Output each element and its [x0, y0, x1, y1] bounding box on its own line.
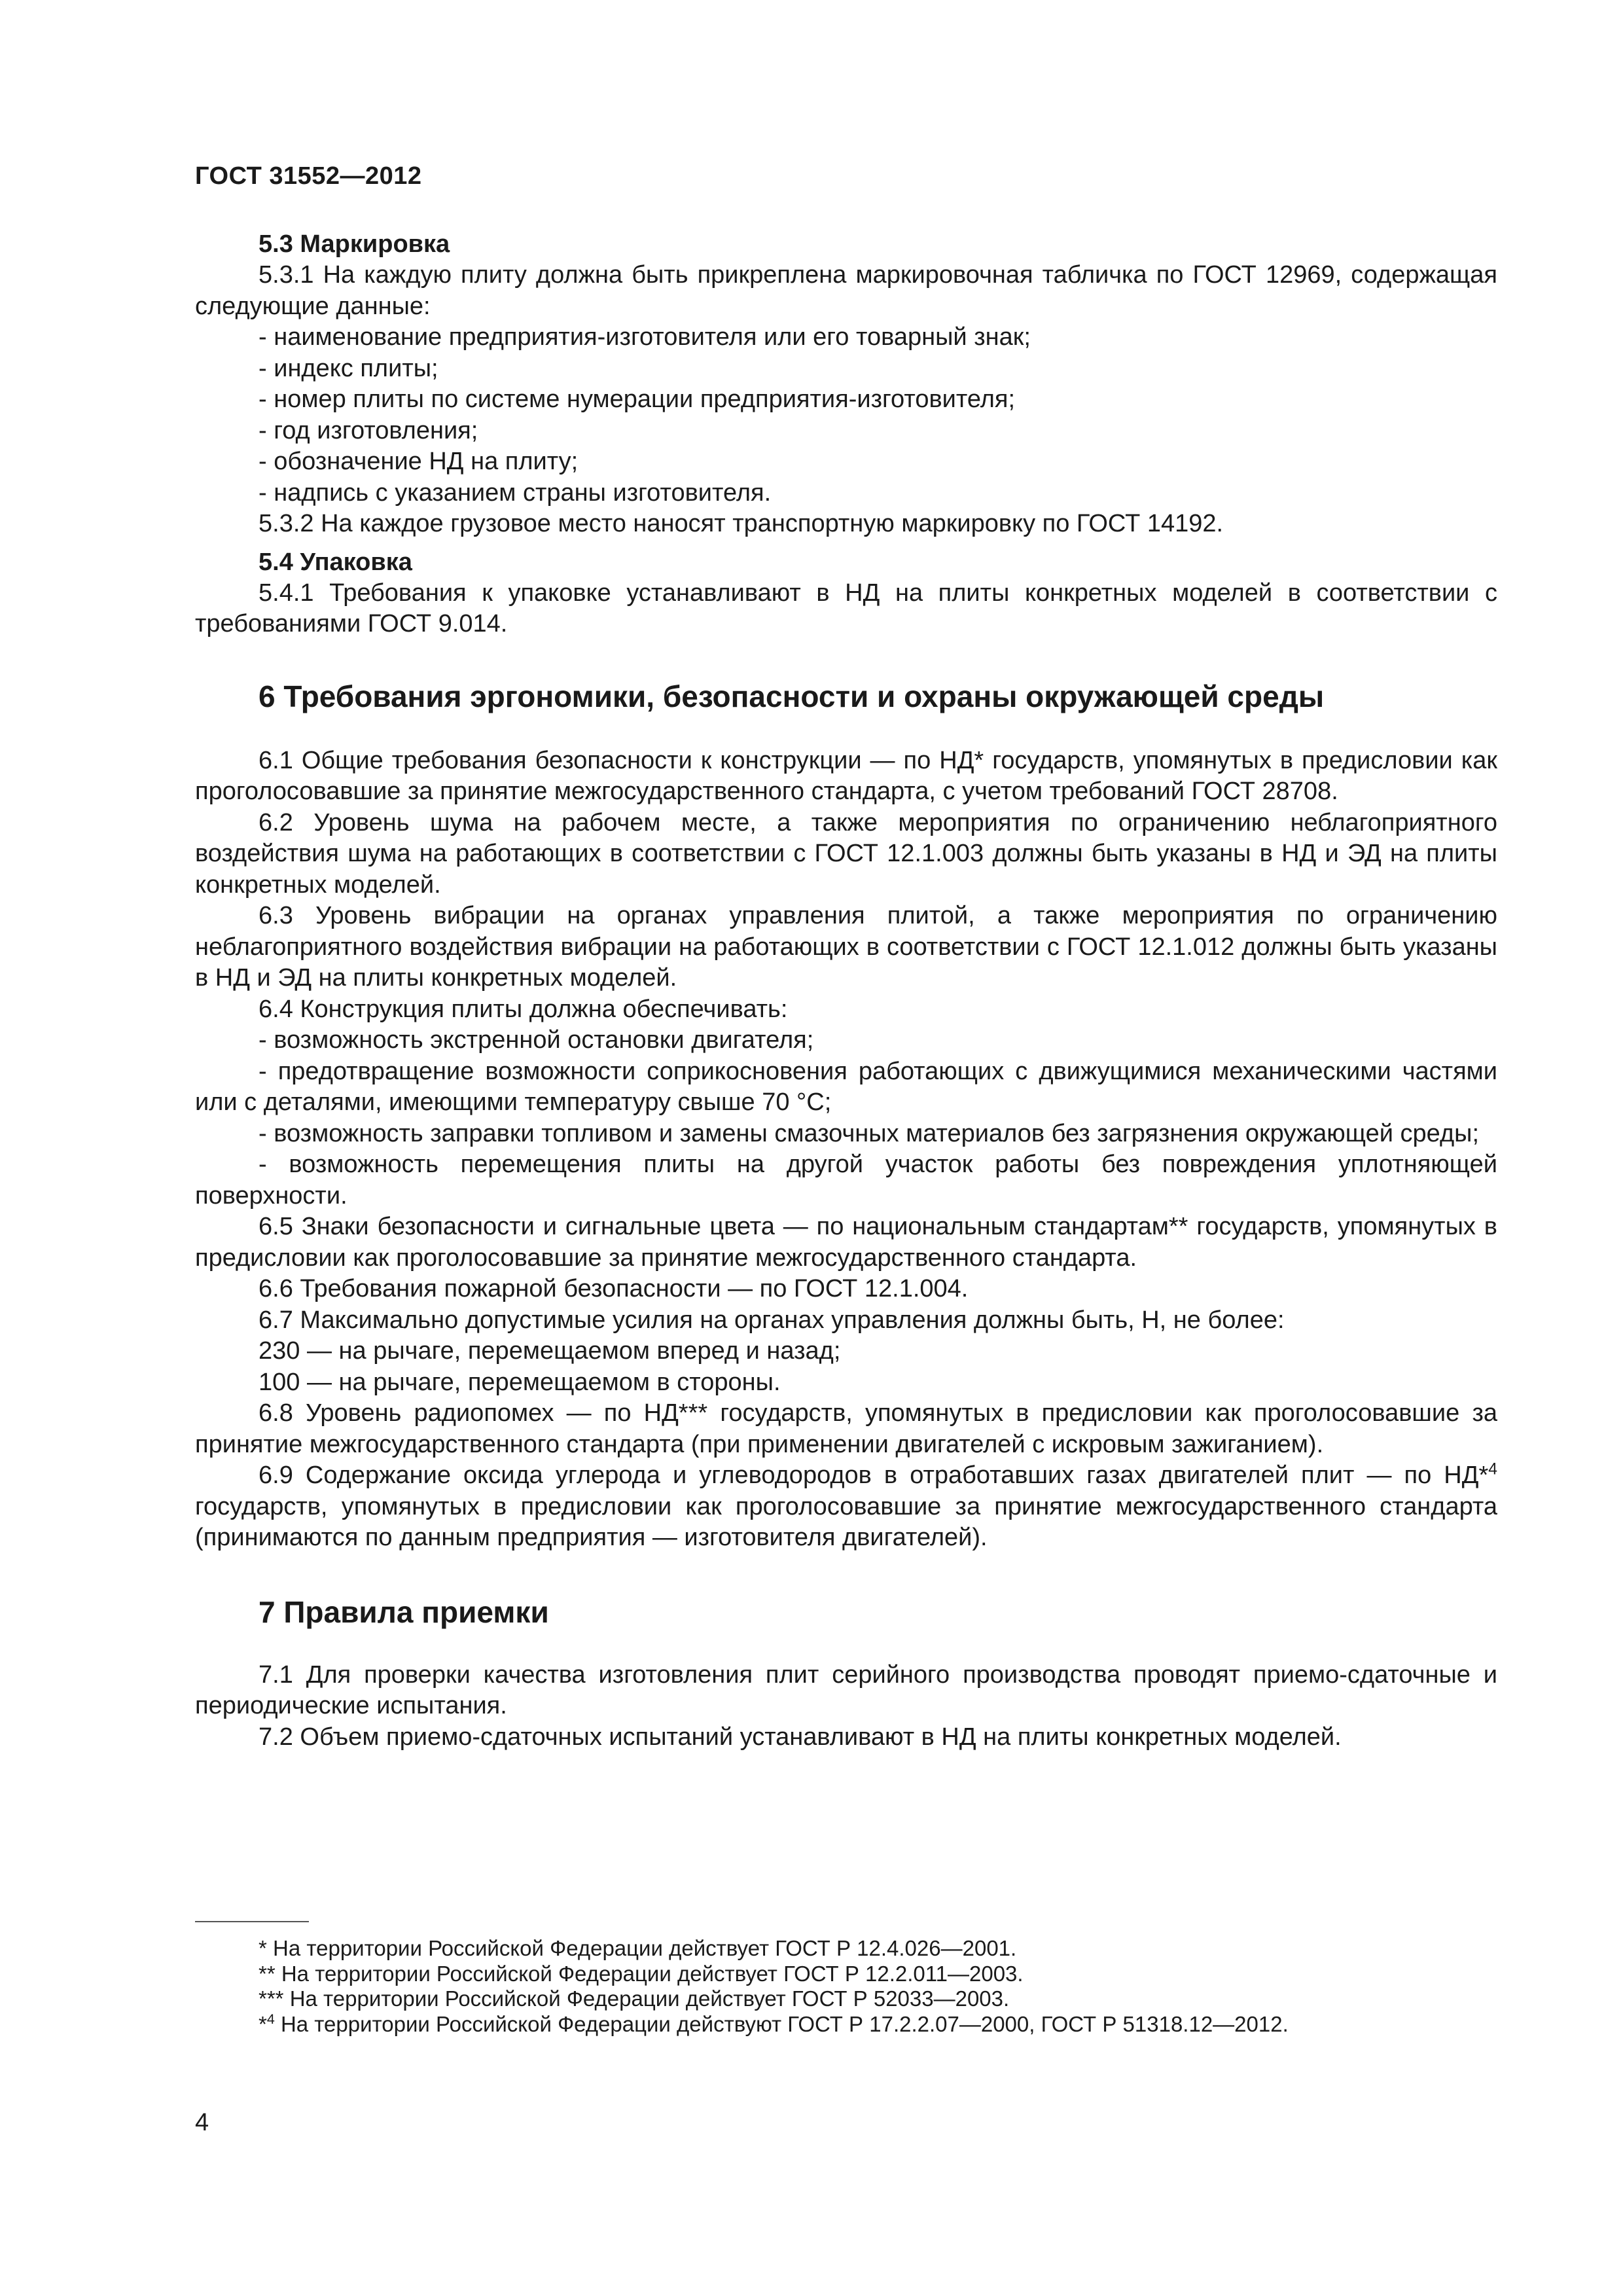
list-item: - год изготовления;: [259, 416, 478, 444]
footnote-text: На территории Российской Федерации действуют ГОСТ Р 17.2.2.07—2000, ГОСТ Р 51318.12—2012.: [274, 2011, 1289, 2036]
footnote-divider: [195, 1921, 309, 1922]
paragraph-6-9-end: государств, упомянутых в предисловии как проголосовавшие за принятие межгосударственного стандарта (принимаются по данным предприятия — изготовителя двигателей).: [195, 1492, 1497, 1551]
footnote: [195, 2012, 1497, 2037]
section-title-6: 6 Требования эргономики, безопасности и охраны окружающей среды: [259, 679, 1325, 713]
list-item: - обозначение НД на плиту;: [259, 448, 579, 475]
paragraph-6-9: [195, 1460, 1497, 1554]
list-item: - наименование предприятия-изготовителя или его товарный знак;: [259, 323, 1031, 351]
paragraph-6-1: 6.1 Общие требования безопасности к конструкции — по НД* государств, упомянутых в предисловии как проголосовавшие за принятие межгосударственного стандарта, с учетом требований ГОСТ 28708.: [195, 746, 1497, 805]
list-item: - возможность перемещения плиты на другой участок работы без повреждения уплотняющей поверхности.: [195, 1151, 1497, 1210]
footnote-ref-4: 4: [1488, 1460, 1497, 1479]
paragraph-6-8: 6.8 Уровень радиопомех — по НД*** государств, упомянутых в предисловии как проголосовавшие за принятие межгосударственного стандарта (при применении двигателей с искровым зажиганием).: [195, 1399, 1497, 1458]
list-item: - предотвращение возможности соприкосновения работающих с движущимися механическими частями или с деталями, имеющими температуру свыше 70 °С;: [195, 1057, 1497, 1116]
paragraph-7-2: 7.2 Объем приемо-сдаточных испытаний устанавливают в НД на плиты конкретных моделей.: [259, 1723, 1342, 1751]
main-content: [195, 229, 1497, 1753]
page-header-doc-id: ГОСТ 31552—2012: [195, 162, 422, 190]
paragraph-6-2: 6.2 Уровень шума на рабочем месте, а также мероприятия по ограничению неблагоприятного воздействия шума на работающих в соответствии с ГОСТ 12.1.003 должны быть указаны в НД и ЭД на плиты конкретных моделей.: [195, 808, 1497, 899]
paragraph-6-5: 6.5 Знаки безопасности и сигнальные цвета — по национальным стандартам** государств, упомянутых в предисловии как проголосовавшие за принятие межгосударственного стандарта.: [195, 1213, 1497, 1272]
paragraph-7-1: 7.1 Для проверки качества изготовления плит серийного производства проводят приемо-сдаточные и периодические испытания.: [195, 1660, 1497, 1719]
list-item: - индекс плиты;: [259, 354, 438, 382]
footnote-mark: *: [259, 2011, 267, 2036]
subsection-title-5-4: 5.4 Упаковка: [259, 548, 412, 576]
list-item: - надпись с указанием страны изготовителя.: [259, 478, 772, 507]
footnote: * На территории Российской Федерации действует ГОСТ Р 12.4.026—2001.: [259, 1936, 1017, 1960]
paragraph-6-4: 6.4 Конструкция плиты должна обеспечивать:: [259, 995, 788, 1023]
footnotes: [195, 1936, 1497, 2037]
paragraph-5-3-2: 5.3.2 На каждое грузовое место наносят транспортную маркировку по ГОСТ 14192.: [259, 510, 1224, 537]
paragraph-6-6: 6.6 Требования пожарной безопасности — по ГОСТ 12.1.004.: [259, 1275, 969, 1302]
paragraph-6-7: 6.7 Максимально допустимые усилия на органах управления должны быть, Н, не более:: [259, 1306, 1285, 1334]
footnote-mark-sup: 4: [266, 2011, 275, 2027]
list-item: - возможность экстренной остановки двигателя;: [259, 1026, 814, 1054]
paragraph-5-3-1: 5.3.1 На каждую плиту должна быть прикреплена маркировочная табличка по ГОСТ 12969, содержащая следующие данные:: [195, 261, 1497, 320]
paragraph-6-9-start: 6.9 Содержание оксида углерода и углеводородов в отработавших газах двигателей плит — по НД*: [259, 1462, 1489, 1489]
list-item: - номер плиты по системе нумерации предприятия-изготовителя;: [259, 386, 1016, 413]
section-title-7: 7 Правила приемки: [259, 1594, 549, 1629]
paragraph-5-4-1: 5.4.1 Требования к упаковке устанавливают в НД на плиты конкретных моделей в соответствии с требованиями ГОСТ 9.014.: [195, 579, 1497, 637]
list-item: - возможность заправки топливом и замены смазочных материалов без загрязнения окружающей среды;: [259, 1119, 1480, 1147]
footnote: ** На территории Российской Федерации действует ГОСТ Р 12.2.011—2003.: [259, 1961, 1024, 1986]
paragraph-6-3: 6.3 Уровень вибрации на органах управления плитой, а также мероприятия по ограничению неблагоприятного воздействия вибрации на работающих в соответствии с ГОСТ 12.1.012 должны быть указаны в НД и ЭД на плиты конкретных моделей.: [195, 902, 1497, 992]
footnote: *** На территории Российской Федерации действует ГОСТ Р 52033—2003.: [259, 1986, 1010, 2011]
list-item: 230 — на рычаге, перемещаемом вперед и назад;: [259, 1337, 841, 1365]
page-number: 4: [195, 2109, 209, 2136]
subsection-title-5-3: 5.3 Маркировка: [259, 230, 450, 258]
list-item: 100 — на рычаге, перемещаемом в стороны.: [259, 1368, 781, 1396]
